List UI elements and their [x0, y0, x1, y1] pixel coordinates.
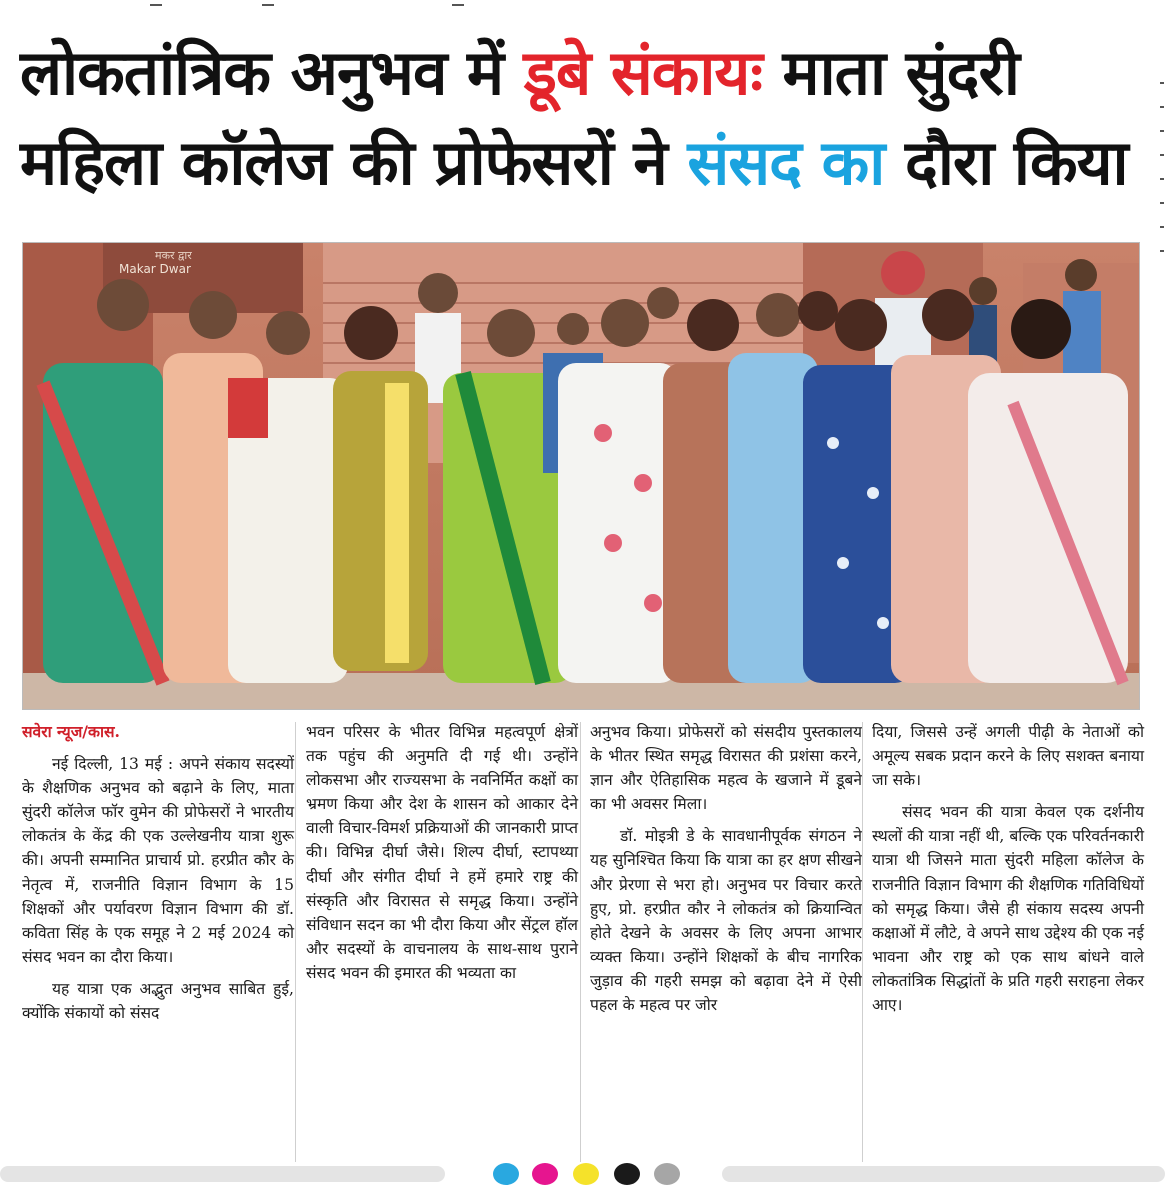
- headline-line-1: [20, 28, 1140, 118]
- group-photo: [22, 242, 1140, 710]
- registration-mark-cyan: [493, 1163, 519, 1185]
- paragraph: दिया, जिससे उन्हें अगली पीढ़ी के नेताओं को अमूल्य सबक प्रदान करने के लिए सशक्त बनाया जा सके।: [872, 723, 1144, 790]
- headline-highlight-red: डूबे संकायः: [523, 36, 762, 109]
- registration-mark-yellow: [573, 1163, 599, 1185]
- footer-bar-left: [0, 1166, 445, 1182]
- paragraph: अनुभव किया। प्रोफेसरों को संसदीय पुस्तकालय के भीतर स्थित समृद्ध विरासत की प्रशंसा करने, ज्ञान और ऐतिहासिक महत्व के खजाने में डूबने का भी अवसर मिला।: [590, 723, 862, 814]
- group-photo-illustration: [23, 243, 1139, 709]
- article-column-2: [306, 720, 578, 985]
- top-crop-fragments: [0, 0, 1165, 10]
- paragraph: यह यात्रा एक अद्भुत अनुभव साबित हुई, क्योंकि संकायों को संसद: [22, 979, 294, 1023]
- registration-mark-magenta: [532, 1163, 558, 1185]
- paragraph: नई दिल्ली, 13 मई : अपने संकाय सदस्यों के शैक्षणिक अनुभव को बढ़ाने के लिए, माता सुंदरी कॉलेज फॉर वुमेन की प्रोफेसरों ने भारतीय लोकतंत्र के केंद्र की एक उल्लेखनीय यात्रा शुरू की। अपनी सम्मानित प्राचार्य प्रो. हरप्रीत कौर के नेतृत्व में, राजनीति विज्ञान विभाग के 15 शिक्षकों और पर्यावरण विज्ञान विभाग की डॉ. कविता सिंह के एक समूह ने 2 मई 2024 को संसद भवन का दौरा किया।: [22, 755, 294, 966]
- sign-hindi: मकर द्वार: [155, 249, 192, 262]
- article-column-1: [22, 720, 294, 1025]
- paragraph: संसद भवन की यात्रा केवल एक दर्शनीय स्थलों की यात्रा नहीं थी, बल्कि एक परिवर्तनकारी यात्रा थी जिसने माता सुंदरी महिला कॉलेज के राजनीति विज्ञान विभाग की शैक्षणिक गतिविधियों को समृद्ध किया। जैसे ही संकाय सदस्य अपनी कक्षाओं में लौटे, वे अपने साथ उद्देश्य की एक नई भावना और राष्ट्र को एक साथ बांधने वाले लोकतांत्रिक सिद्धांतों के प्रति गहरी सराहना लेकर आए।: [872, 803, 1144, 1015]
- paragraph: भवन परिसर के भीतर विभिन्न महत्वपूर्ण क्षेत्रों तक पहुंच की अनुमति दी गई थी। उन्होंने लोकसभा और राज्यसभा के नवनिर्मित कक्षों का भ्रमण किया और देश के शासन को आकार देने वाली विचार-विमर्श प्रक्रियाओं की जानकारी प्राप्त की। विभिन्न दीर्घा जैसे। शिल्प दीर्घा, स्टापथ्या दीर्घा और संगीत दीर्घा ने हमें हमारे राष्ट्र की संस्कृति और विरासत से समृद्ध किया। उन्होंने संविधान सदन का भी दौरा किया और सेंट्रल हॉल और सदस्यों के वाचनालय के साथ-साथ पुराने संसद भवन की इमारत की भव्यता का: [306, 723, 578, 982]
- registration-mark-grey: [654, 1163, 680, 1185]
- adjacent-column-fragment: [1157, 60, 1165, 320]
- column-divider: [862, 722, 863, 1162]
- headline: [20, 28, 1140, 208]
- article-column-3: [590, 720, 862, 1017]
- article-column-4: [872, 720, 1144, 1017]
- headline-part: माता सुंदरी: [761, 36, 1019, 109]
- byline: सवेरा न्यूज/कास.: [22, 722, 120, 741]
- footer-bar-right: [722, 1166, 1165, 1182]
- headline-line-2: [20, 118, 1140, 208]
- headline-part: लोकतांत्रिक अनुभव में: [20, 36, 524, 109]
- paragraph: डॉ. मोइत्री डे के सावधानीपूर्वक संगठन ने यह सुनिश्चित किया कि यात्रा का हर क्षण सीखने और प्रेरणा से भरा हो। अनुभव पर विचार करते हुए, प्रो. हरप्रीत कौर ने लोकतंत्र को क्रियान्वित होते देखने के अवसर के लिए अपना आभार व्यक्त किया। उन्होंने शिक्षकों के बीच नागरिक जुड़ाव की गहरी समझ को बढ़ावा देने में ऐसी पहल के महत्व पर जोर: [590, 827, 862, 1015]
- registration-mark-black: [614, 1163, 640, 1185]
- column-divider: [580, 722, 581, 1162]
- column-divider: [295, 722, 296, 1162]
- headline-part: महिला कॉलेज की प्रोफेसरों ने: [20, 126, 688, 199]
- headline-part: दौरा किया: [884, 126, 1128, 199]
- headline-highlight-blue: संसद का: [687, 126, 885, 199]
- sign-english: Makar Dwar: [119, 262, 191, 276]
